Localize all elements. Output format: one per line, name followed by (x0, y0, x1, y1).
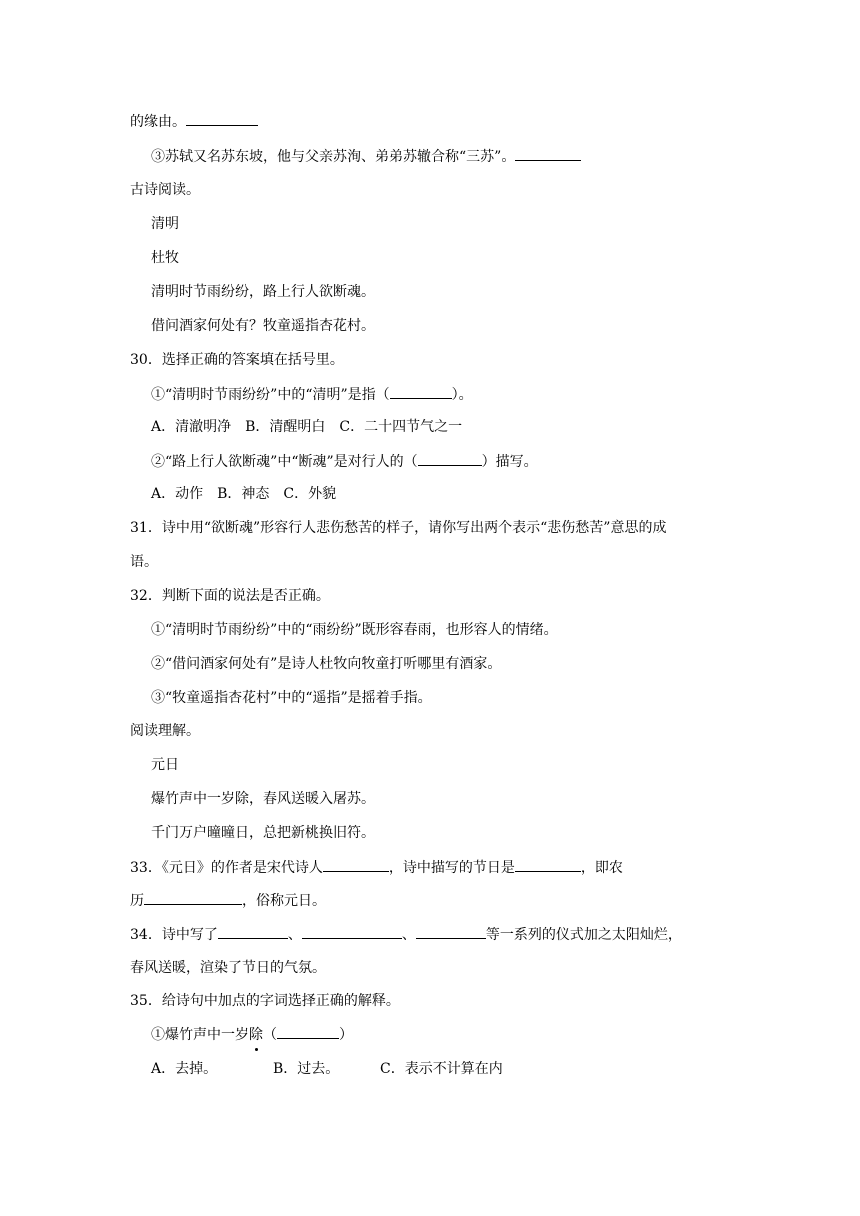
text: ，即农 (580, 860, 623, 876)
section-title-poem-reading: 古诗阅读。 (130, 182, 200, 198)
poem-line: 清明时节雨纷纷，路上行人欲断魂。 (151, 284, 375, 300)
text: ②“路上行人欲断魂”中“断魂”是对行人的（ (151, 454, 418, 470)
answer-blank[interactable] (390, 384, 452, 399)
poem-author: 杜牧 (151, 250, 179, 266)
emphasis-dot-char: 除 (249, 1027, 263, 1043)
question-33 (130, 857, 623, 878)
question-30-1 (151, 384, 473, 405)
text: 33．《元日》的作者是宋代诗人 (130, 860, 323, 876)
question-30-2 (151, 451, 538, 472)
poem-title: 清明 (151, 216, 179, 232)
answer-blank[interactable] (416, 924, 486, 939)
answer-blank[interactable] (515, 857, 581, 872)
question-35-1 (151, 1024, 353, 1045)
poem-line: 千门万户曈曈日，总把新桃换旧符。 (151, 825, 375, 841)
question-33-cont (130, 890, 326, 911)
question-31: 31．诗中用“欲断魂”形容行人悲伤愁苦的样子，请你写出两个表示“悲伤愁苦”意思的成 (130, 520, 667, 536)
question-34 (130, 924, 682, 945)
text: ，诗中描写的节日是 (388, 860, 515, 876)
section-title-reading: 阅读理解。 (130, 723, 200, 739)
separator: 、 (401, 927, 416, 943)
text: 34．诗中写了 (130, 927, 218, 943)
poem-line: 爆竹声中一岁除，春风送暖入屠苏。 (151, 791, 375, 807)
answer-blank[interactable] (302, 924, 402, 939)
question-32-3: ③“牧童遥指杏花村”中的“遥指”是摇着手指。 (151, 690, 432, 706)
answer-blank[interactable] (218, 924, 288, 939)
answer-blank[interactable] (418, 451, 482, 466)
question-30-1-options: A．清澈明净 B．清醒明白 C．二十四节气之一 (151, 419, 463, 435)
text: ①“清明时节雨纷纷”中的“清明”是指（ (151, 387, 390, 403)
question-35: 35．给诗句中加点的字词选择正确的解释。 (130, 993, 400, 1009)
text: （ (263, 1027, 277, 1043)
question-30: 30．选择正确的答案填在括号里。 (130, 352, 344, 368)
answer-blank[interactable] (515, 146, 581, 161)
question-32-1: ①“清明时节雨纷纷”中的“雨纷纷”既形容春雨，也形容人的情绪。 (151, 622, 558, 638)
text: ）描写。 (481, 454, 538, 470)
text: ①爆竹声中一岁 (151, 1027, 249, 1043)
separator: 、 (287, 927, 302, 943)
text: ） (339, 1027, 353, 1043)
text: ，俗称元日。 (242, 893, 326, 909)
option-a: A．去掉。 (151, 1061, 218, 1077)
poem-line: 借问酒家何处有？牧童遥指杏花村。 (151, 318, 375, 334)
answer-blank[interactable] (323, 857, 389, 872)
answer-blank[interactable] (277, 1024, 339, 1039)
question-32-2: ②“借问酒家何处有”是诗人杜牧向牧童打听哪里有酒家。 (151, 656, 502, 672)
question-32: 32．判断下面的说法是否正确。 (130, 588, 330, 604)
line-reason (130, 111, 258, 132)
text: ③苏轼又名苏东坡，他与父亲苏洵、弟弟苏辙合称“三苏”。 (151, 149, 516, 165)
statement-3 (151, 146, 581, 167)
answer-blank[interactable] (186, 111, 258, 126)
text: ）。 (451, 387, 473, 403)
answer-blank[interactable] (144, 890, 242, 905)
poem-title: 元日 (151, 757, 179, 773)
question-31-cont: 语。 (130, 554, 158, 570)
text: 等一系列的仪式加之太阳灿烂， (485, 927, 682, 943)
question-30-2-options: A．动作 B．神态 C．外貌 (151, 486, 337, 502)
text: 历 (130, 893, 144, 909)
question-34-cont: 春风送暖，渲染了节日的气氛。 (130, 960, 326, 976)
text: 的缘由。 (130, 114, 186, 130)
option-b: B．过去。 (273, 1061, 340, 1077)
option-c: C．表示不计算在内 (380, 1061, 503, 1077)
